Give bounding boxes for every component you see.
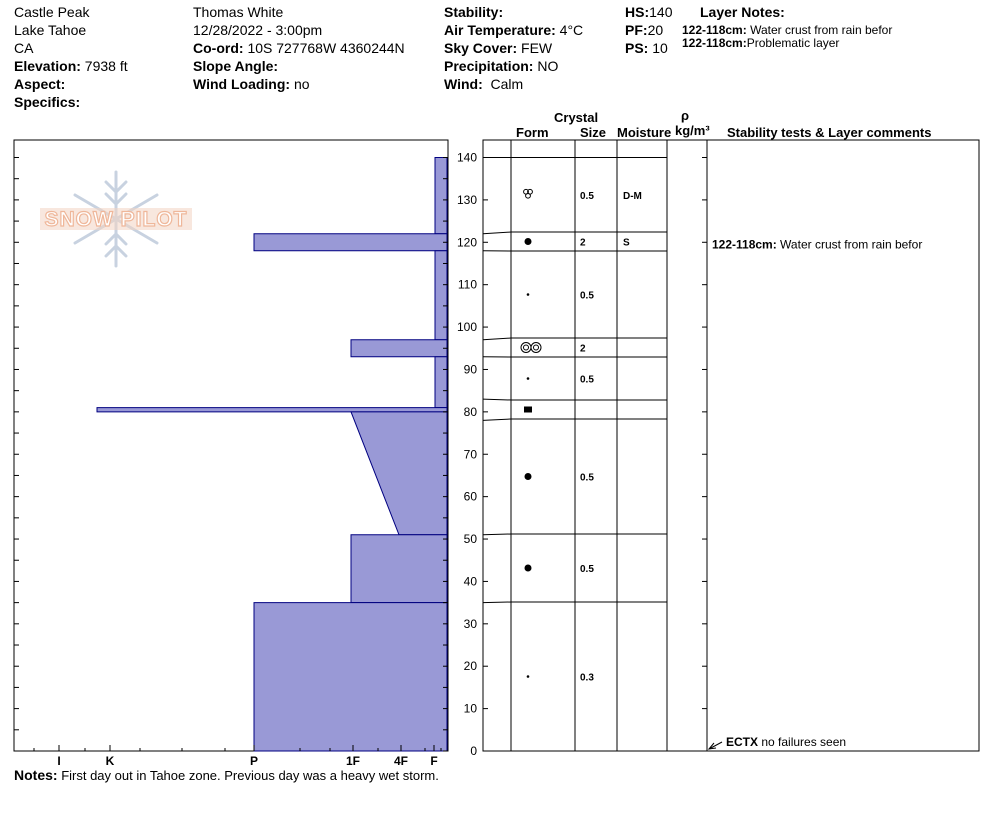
layer-size: 0.5 bbox=[580, 290, 594, 302]
depth-label: 130 bbox=[456, 192, 477, 207]
observer: Thomas White bbox=[193, 4, 284, 20]
hardness-layer-0 bbox=[435, 158, 447, 234]
layer-size: 0.5 bbox=[580, 564, 594, 575]
layer-size: 2 bbox=[580, 237, 586, 249]
ice-layer-icon bbox=[524, 407, 532, 413]
hardness-label: P bbox=[249, 754, 259, 768]
stability: Stability: bbox=[444, 4, 504, 20]
slope-angle: Slope Angle: bbox=[193, 58, 279, 74]
size-header: Size bbox=[580, 125, 607, 140]
layer-size: 0.5 bbox=[580, 190, 594, 202]
region: Lake Tahoe bbox=[14, 22, 87, 38]
density-unit: kg/m³ bbox=[675, 123, 710, 138]
layer-notes-title: Layer Notes: bbox=[700, 4, 785, 20]
moisture-header: Moisture bbox=[617, 125, 672, 140]
wind-loading: Wind Loading: no bbox=[193, 76, 310, 92]
layer-connector bbox=[483, 419, 511, 420]
aspect: Aspect: bbox=[14, 76, 66, 92]
depth-label: 60 bbox=[463, 489, 477, 504]
stability-test: ECTX no failures seen bbox=[726, 735, 847, 749]
pf: PF:20 bbox=[625, 22, 664, 38]
layer-moisture: D-M bbox=[623, 190, 642, 202]
coordinates: Co-ord: 10S 727768W 4360244N bbox=[193, 40, 405, 56]
hardness-layer-4 bbox=[435, 357, 447, 408]
layer-comment: 122-118cm: Water crust from rain befor bbox=[712, 237, 923, 252]
hs: HS:140 bbox=[625, 4, 673, 20]
depth-label: 80 bbox=[463, 404, 477, 419]
depth-label: 10 bbox=[463, 701, 477, 716]
layer-moisture: S bbox=[623, 237, 630, 249]
layer-connector bbox=[483, 338, 511, 340]
precipitation: Precipitation: NO bbox=[444, 58, 559, 74]
layer-connector bbox=[483, 232, 511, 234]
hardness-layer-8 bbox=[254, 603, 447, 751]
hardness-layer-7 bbox=[351, 535, 447, 603]
layer-connector bbox=[483, 602, 511, 603]
snowpilot-logo bbox=[40, 172, 192, 266]
depth-label: 100 bbox=[456, 320, 477, 335]
depth-label: 140 bbox=[456, 150, 477, 165]
hardness-layer-3 bbox=[351, 340, 447, 357]
hardness-label: I bbox=[57, 754, 61, 768]
wind: Wind: Calm bbox=[444, 76, 524, 92]
ps: PS: 10 bbox=[625, 40, 668, 56]
datetime: 12/28/2022 - 3:00pm bbox=[193, 22, 323, 38]
rounded-icon bbox=[525, 473, 532, 480]
depth-label: 90 bbox=[463, 362, 477, 377]
hardness-label: K bbox=[105, 754, 115, 768]
depth-label: 50 bbox=[463, 532, 477, 547]
stability-header: Stability tests & Layer comments bbox=[727, 125, 932, 140]
sky-cover: Sky Cover: FEW bbox=[444, 40, 553, 56]
layer-connector bbox=[483, 399, 511, 400]
depth-label: 20 bbox=[463, 659, 477, 674]
hardness-label: 1F bbox=[345, 754, 361, 768]
layer-connector bbox=[483, 534, 511, 535]
layer-size: 0.5 bbox=[580, 374, 594, 386]
small-dot-icon bbox=[527, 377, 530, 380]
layer-size: 0.3 bbox=[580, 672, 594, 684]
depth-label: 30 bbox=[463, 616, 477, 631]
depth-label: 0 bbox=[470, 744, 477, 758]
density-symbol: ρ bbox=[681, 108, 690, 123]
form-header: Form bbox=[516, 125, 549, 140]
layer-size: 0.5 bbox=[580, 472, 594, 484]
rounded-icon bbox=[525, 565, 532, 572]
depth-label: 110 bbox=[457, 277, 477, 292]
layer-note-2: 122-118cm:Problematic layer bbox=[682, 36, 840, 50]
depth-label: 40 bbox=[463, 574, 477, 589]
right-ticks bbox=[702, 158, 707, 752]
notes: Notes: First day out in Tahoe zone. Previous day was a heavy wet storm. bbox=[14, 767, 439, 783]
hardness-layer-6 bbox=[351, 412, 447, 535]
logo-text: SNOW PILOT bbox=[44, 208, 188, 231]
hardness-layer-1 bbox=[254, 234, 447, 251]
depth-label: 120 bbox=[456, 235, 477, 250]
hardness-layer-5 bbox=[97, 408, 447, 412]
elevation: Elevation: 7938 ft bbox=[14, 58, 128, 74]
hardness-layer-2 bbox=[435, 251, 447, 340]
state: CA bbox=[14, 40, 34, 56]
small-dot-icon bbox=[527, 675, 530, 678]
specifics: Specifics: bbox=[14, 94, 81, 110]
air-temperature: Air Temperature: 4°C bbox=[444, 22, 584, 38]
layer-size: 2 bbox=[580, 343, 586, 355]
layer-note-1: 122-118cm: Water crust from rain befor bbox=[682, 23, 893, 37]
depth-label: 70 bbox=[463, 447, 477, 462]
melt-freeze-icon bbox=[524, 189, 533, 198]
hardness-label: F bbox=[430, 754, 438, 768]
melt-clusters-icon bbox=[521, 343, 541, 353]
layer-comments bbox=[709, 237, 922, 749]
hardness-profile bbox=[97, 158, 447, 752]
rounded-icon bbox=[525, 238, 532, 245]
small-dot-icon bbox=[527, 293, 530, 296]
crystal-header: Crystal bbox=[554, 110, 599, 125]
hardness-label: 4F bbox=[393, 754, 409, 768]
location: Castle Peak bbox=[14, 4, 90, 20]
